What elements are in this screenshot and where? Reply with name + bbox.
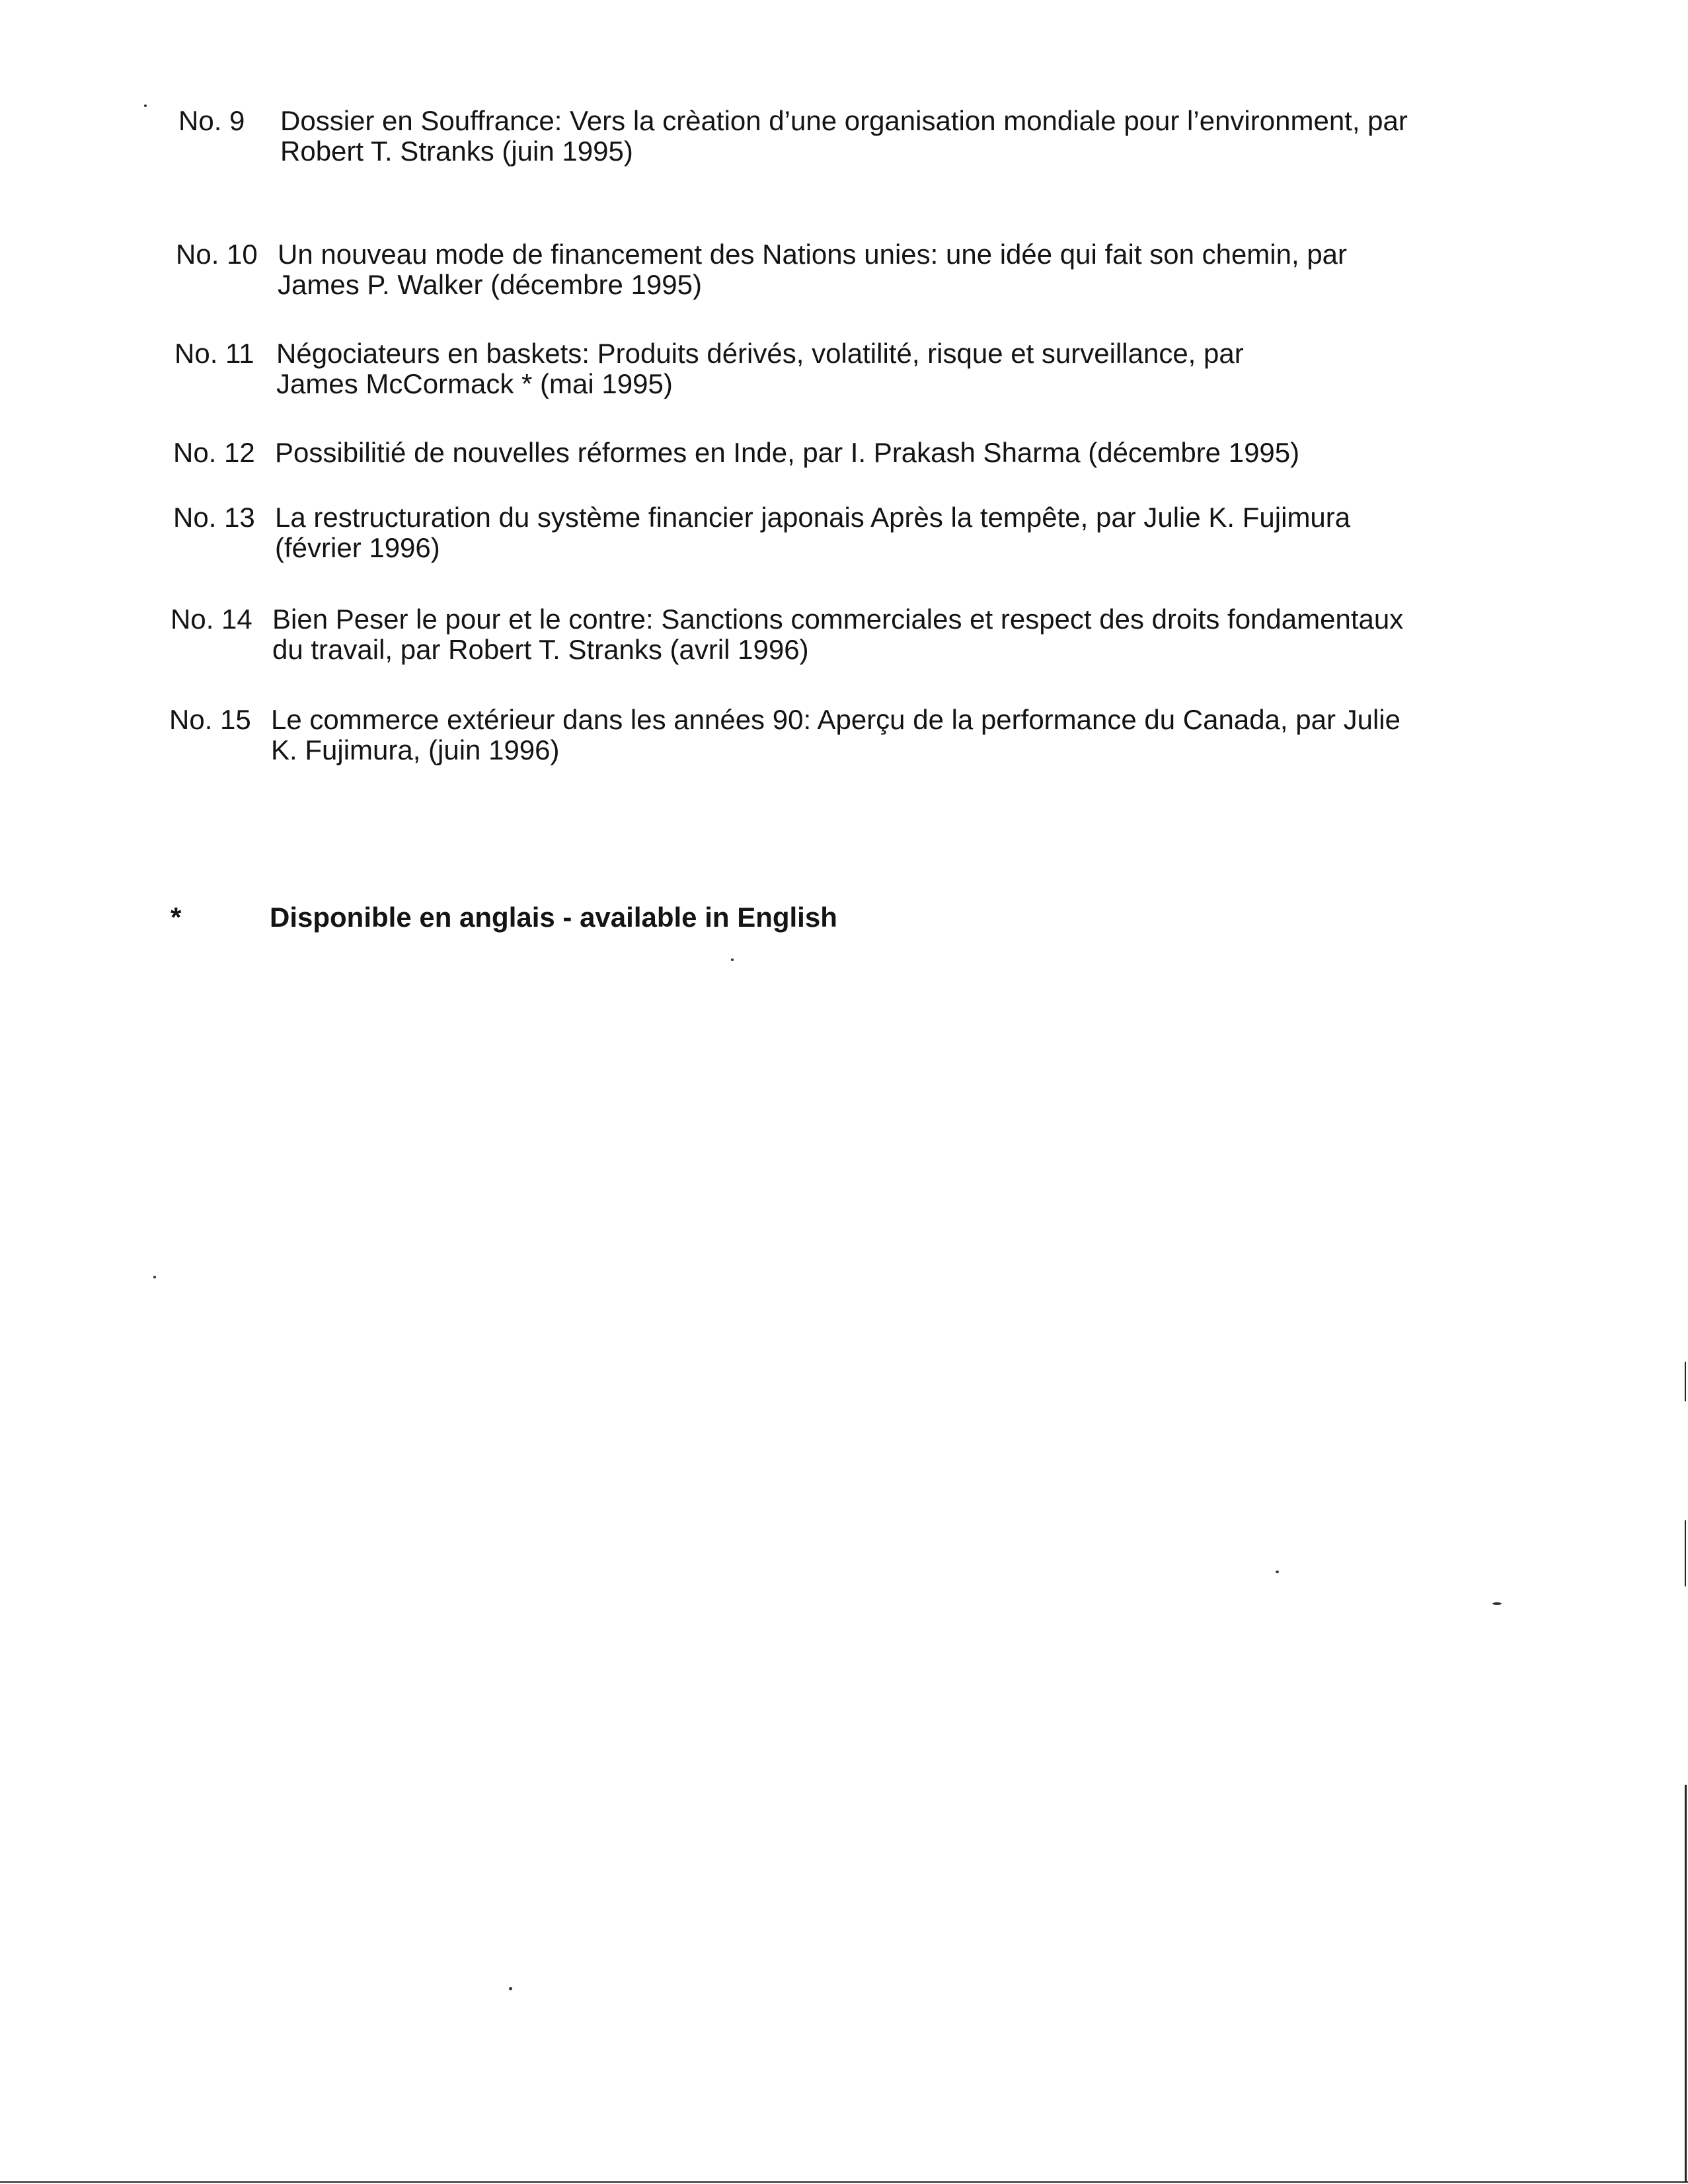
entry-number: No. 11 xyxy=(174,338,254,369)
entry-author: James McCormack * (mai 1995) xyxy=(276,368,673,399)
entry-title: Le commerce extérieur dans les années 90: Aperçu de la performance du Canada, par Julie xyxy=(271,704,1400,735)
page-edge-line xyxy=(1685,1785,1687,2181)
entry-title: Bien Peser le pour et le contre: Sanctions commerciales et respect des droits fondamentaux xyxy=(272,604,1404,635)
page-edge-line xyxy=(0,2181,1688,2183)
scan-speck xyxy=(509,1987,512,1990)
entry-title: La restructuration du système financier japonais Après la tempête, par Julie K. Fujimura xyxy=(275,502,1351,533)
scan-speck xyxy=(153,1276,156,1278)
entry-number: No. 13 xyxy=(173,502,255,533)
entry-author: (février 1996) xyxy=(275,532,440,563)
entry-title: Dossier en Souffrance: Vers la crèation d’une organisation mondiale pour l’environment, par xyxy=(280,105,1408,136)
page-edge-line xyxy=(1685,1520,1686,1586)
entry-number: No. 9 xyxy=(178,105,245,136)
entry-number: No. 15 xyxy=(169,704,251,735)
entry-number: No. 14 xyxy=(171,604,252,635)
scan-speck xyxy=(144,104,147,107)
entry-number: No. 10 xyxy=(176,239,258,270)
entry-author: Robert T. Stranks (juin 1995) xyxy=(280,136,633,167)
scan-speck xyxy=(1492,1602,1502,1605)
scan-speck xyxy=(1276,1571,1279,1573)
entry-title: Possibilitié de nouvelles réformes en Inde, par I. Prakash Sharma (décembre 1995) xyxy=(275,437,1300,468)
footnote-marker: * xyxy=(171,902,182,933)
entry-author: James P. Walker (décembre 1995) xyxy=(278,269,702,300)
footnote-text: Disponible en anglais - available in English xyxy=(270,902,837,933)
entry-title: Un nouveau mode de financement des Nations unies: une idée qui fait son chemin, par xyxy=(278,239,1348,270)
entry-title: Négociateurs en baskets: Produits dérivés, volatilité, risque et surveillance, par xyxy=(276,338,1244,369)
page-edge-line xyxy=(1685,1362,1686,1401)
entry-author: du travail, par Robert T. Stranks (avril 1996) xyxy=(272,634,809,665)
entry-author: K. Fujimura, (juin 1996) xyxy=(271,734,560,765)
scan-speck xyxy=(731,958,734,961)
entry-number: No. 12 xyxy=(173,437,255,468)
